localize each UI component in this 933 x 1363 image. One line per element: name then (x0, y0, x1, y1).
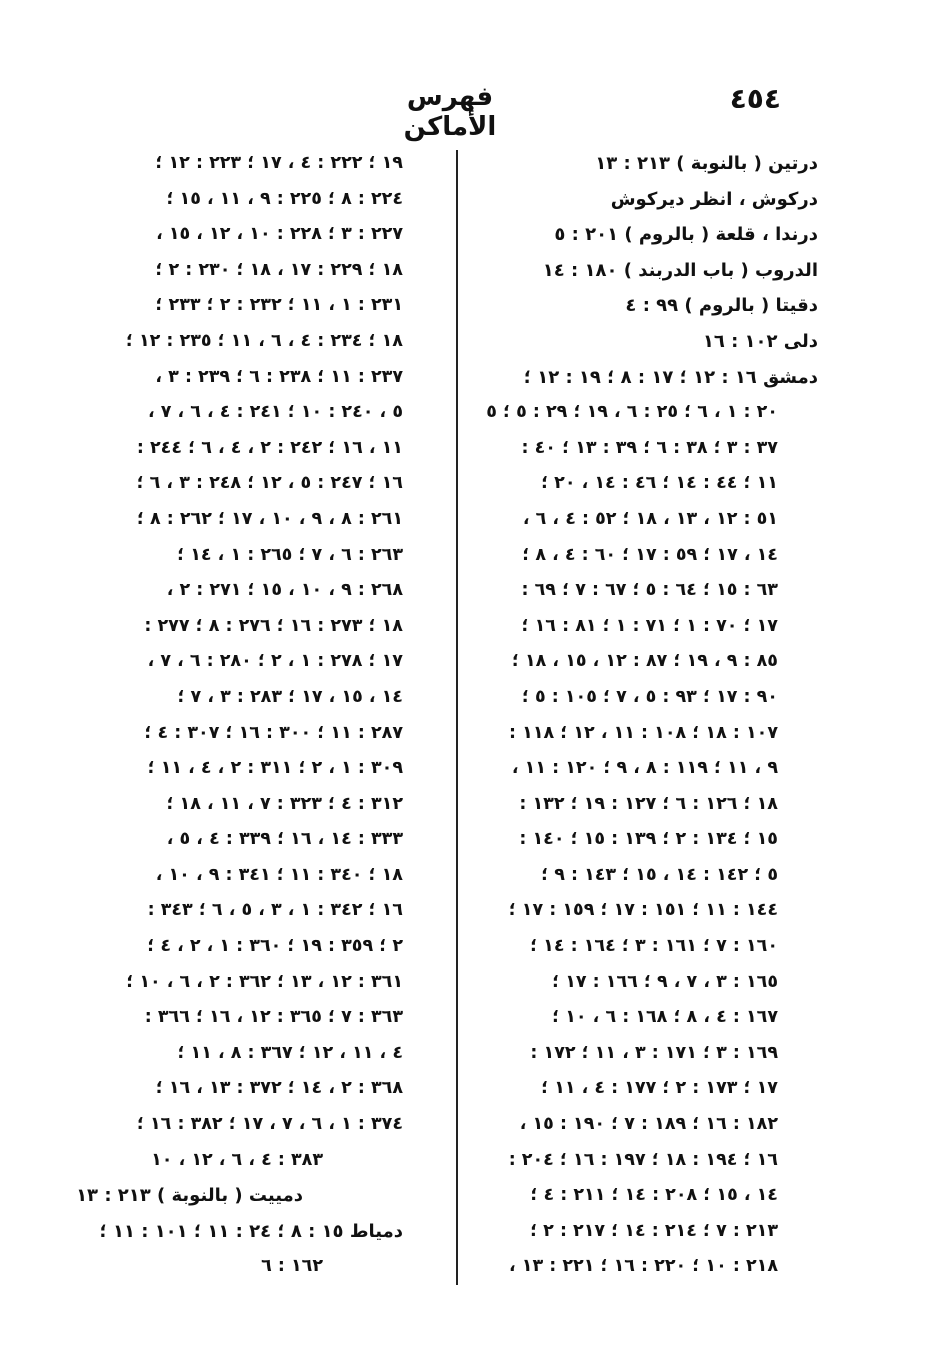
index-line: ١٥ ؛ ١٣٤ : ٢ ؛ ١٣٩ : ١٥ ؛ ١٤٠ : (519, 829, 778, 850)
index-line: دمياط ١٥ : ٨ ؛ ٢٤ : ١١ ؛ ١٠١ : ١١ ؛ (99, 1220, 403, 1242)
index-line: ١٧ ؛ ٢٧٨ : ١ ، ٢ ؛ ٢٨٠ : ٦ ، ٧ ، (147, 651, 403, 672)
index-line: ٢٠ : ١ ، ٦ ؛ ٢٥ : ٦ ، ١٩ ؛ ٢٩ : ٥ ؛ ٥ (486, 402, 778, 423)
index-line: ١٨٢ : ١٦ ؛ ١٨٩ : ٧ ؛ ١٩٠ : ١٥ ، (519, 1114, 778, 1135)
running-title: فهرس الأماكن (403, 82, 497, 142)
index-line: ٢٦٣ : ٦ ، ٧ ؛ ٢٦٥ : ١ ، ١٤ ؛ (177, 544, 403, 565)
index-line: ٢٣٧ : ١١ ؛ ٢٣٨ : ٦ ؛ ٢٣٩ : ٣ ، (155, 366, 403, 387)
index-line: ٥ ؛ ١٤٢ : ١٤ ، ١٥ ؛ ١٤٣ : ٩ ؛ (541, 864, 778, 885)
index-line: دمشق ١٦ : ١٢ ؛ ١٧ : ٨ ؛ ١٩ : ١٢ ؛ (523, 366, 818, 388)
index-line: ٢١٨ : ١٠ ؛ ٢٢٠ : ١٦ ؛ ٢٢١ : ١٣ ، (509, 1256, 778, 1277)
index-line: ١١ ؛ ٤٤ : ١٤ ؛ ٤٦ : ١٤ ، ٢٠ ؛ (541, 473, 778, 494)
index-line: ١٨ ؛ ١٢٦ : ٦ ؛ ١٢٧ : ١٩ ؛ ١٣٢ : (519, 793, 778, 814)
index-line: ٣٦٣ : ٧ ؛ ٣٦٥ : ١٢ ، ١٦ ؛ ٣٦٦ : (144, 1007, 403, 1028)
page-number: ٤٥٤ (729, 82, 781, 115)
index-line: ٣٠٩ : ١ ، ٢ ؛ ٣١١ : ٢ ، ٤ ، ١١ ؛ (147, 758, 403, 779)
index-line: ١١ ، ١٦ ؛ ٢٤٢ : ٢ ، ٤ ، ٦ ؛ ٢٤٤ : (136, 437, 403, 458)
index-line: ١٧ ؛ ١٧٣ : ٢ ؛ ١٧٧ : ٤ ، ١١ ؛ (541, 1078, 778, 1099)
index-line: ٣٦٨ : ٢ ، ١٤ ؛ ٣٧٢ : ١٣ ، ١٦ ؛ (155, 1078, 403, 1099)
index-line: ٣٧ : ٣ ؛ ٣٨ : ٦ ؛ ٣٩ : ١٣ ؛ ٤٠ : (521, 437, 778, 458)
index-line: ٨٥ : ٩ ، ١٩ ؛ ٨٧ : ١٢ ، ١٥ ، ١٨ ؛ (511, 651, 778, 672)
index-line: ٢٨٧ : ١١ ؛ ٣٠٠ : ١٦ ؛ ٣٠٧ : ٤ ؛ (144, 722, 403, 743)
index-line: ١٨ ؛ ٢٣٤ : ٤ ، ٦ ، ١١ ؛ ٢٣٥ : ١٢ ؛ (125, 330, 403, 351)
index-line: دمييت ( بالنوبة ) ٢١٣ : ١٣ (76, 1185, 303, 1207)
index-line: دركوش ، انظر ديركوش (610, 188, 818, 210)
index-line: ٢٣١ : ١ ، ١١ ؛ ٢٣٢ : ٢ ؛ ٢٣٣ ؛ (155, 295, 403, 316)
index-line: ١٦٢ : ٦ (261, 1256, 323, 1277)
index-line: ١٦ ؛ ١٩٤ : ١٨ ؛ ١٩٧ : ١٦ ؛ ٢٠٤ : (508, 1149, 778, 1170)
index-line: درندا ، قلعة ( بالروم ) ٢٠١ : ٥ (554, 224, 818, 246)
index-line: ٣٧٤ : ١ ، ٦ ، ٧ ، ١٧ ؛ ٣٨٢ : ١٦ ؛ (136, 1114, 403, 1135)
index-line: ١٦٩ : ٣ ؛ ١٧١ : ٣ ، ١١ ؛ ١٧٢ : (530, 1042, 778, 1063)
column-divider (456, 150, 458, 1285)
index-line: ٢٢٧ : ٣ ؛ ٢٢٨ : ١٠ ، ١٢ ، ١٥ ، (156, 224, 403, 245)
index-line: ٣٣٣ : ١٤ ، ١٦ ؛ ٣٣٩ : ٤ ، ٥ ، (166, 829, 403, 850)
index-line: ١٨ ؛ ٢٧٣ : ١٦ ؛ ٢٧٦ : ٨ ؛ ٢٧٧ : (144, 615, 403, 636)
index-line: ١٩ ؛ ٢٢٢ : ٤ ، ١٧ ؛ ٢٢٣ : ١٢ ؛ (155, 153, 403, 173)
index-line: ٣٨٣ : ٤ ، ٦ ، ١٢ ، ١٠ (151, 1149, 323, 1170)
index-column-right (468, 146, 818, 1285)
index-line: ٢٢٤ : ٨ ؛ ٢٢٥ : ٩ ، ١١ ، ١٥ ؛ (166, 188, 403, 209)
index-column-left (76, 146, 403, 1285)
index-line: ١٨ ؛ ٣٤٠ : ١١ ؛ ٣٤١ : ٩ ، ١٠ ، (155, 864, 403, 885)
index-line: ١٦٧ : ٤ ، ٨ ؛ ١٦٨ : ٦ ، ١٠ ؛ (552, 1007, 778, 1028)
index-line: ٥ ، ٢٤٠ : ١٠ ؛ ٢٤١ : ٤ ، ٦ ، ٧ ، (147, 402, 403, 423)
index-line: ٤ ، ١١ ، ١٢ ؛ ٣٦٧ : ٨ ، ١١ ؛ (177, 1042, 403, 1063)
index-line: درتين ( بالنوبة ) ٢١٣ : ١٣ (595, 153, 818, 174)
index-line: ٥١ : ١٢ ، ١٣ ، ١٨ ؛ ٥٢ : ٤ ، ٦ ، (522, 508, 778, 529)
index-line: ٢١٣ : ٧ ؛ ٢١٤ : ١٤ ؛ ٢١٧ : ٢ ؛ (530, 1220, 778, 1241)
index-line: ٦٣ : ١٥ ؛ ٦٤ : ٥ ؛ ٦٧ : ٧ ؛ ٦٩ : (521, 580, 778, 601)
index-line: ٩ ، ١١ ؛ ١١٩ : ٨ ، ٩ ؛ ١٢٠ : ١١ ، (511, 758, 778, 779)
index-line: الدروب ( باب الدربند ) ١٨٠ : ١٤ (542, 259, 818, 281)
index-line: ٢٦٨ : ٩ ، ١٠ ، ١٥ ؛ ٢٧١ : ٢ ، (166, 580, 403, 601)
index-line: ٣١٢ : ٤ ؛ ٣٢٣ : ٧ ، ١١ ، ١٨ ؛ (166, 793, 403, 814)
index-line: ١٦٥ : ٣ ، ٧ ، ٩ ؛ ١٦٦ : ١٧ ؛ (552, 971, 778, 992)
index-line: ١٤ ، ١٧ ؛ ٥٩ : ١٧ ؛ ٦٠ : ٤ ، ٨ ؛ (522, 544, 778, 565)
index-line: ١٨ ؛ ٢٢٩ : ١٧ ، ١٨ ؛ ٢٣٠ : ٢ ؛ (155, 259, 403, 280)
index-line: ٩٠ : ١٧ ؛ ٩٣ : ٥ ، ٧ ؛ ١٠٥ : ٥ ؛ (521, 686, 778, 707)
index-line: ١٦٠ : ٧ ؛ ١٦١ : ٣ ؛ ١٦٤ : ١٤ ؛ (530, 936, 778, 957)
index-line: ١٧ ؛ ٧٠ : ١ ؛ ٧١ : ١ ؛ ٨١ : ١٦ ؛ (521, 615, 778, 636)
index-line: دقيتا ( بالروم ) ٩٩ : ٤ (625, 295, 818, 317)
page-header (0, 82, 933, 142)
index-line: ١٦ ؛ ٢٤٧ : ٥ ، ١٢ ؛ ٢٤٨ : ٣ ، ٦ ؛ (136, 473, 403, 494)
index-line: ٢٦١ : ٨ ، ٩ ، ١٠ ، ١٧ ؛ ٢٦٢ : ٨ ؛ (136, 508, 403, 529)
index-line: ١٦ ؛ ٣٤٢ : ١ ، ٣ ، ٥ ، ٦ ؛ ٣٤٣ : (147, 900, 403, 921)
index-line: ١٠٧ : ١٨ ؛ ١٠٨ : ١١ ، ١٢ ؛ ١١٨ : (509, 722, 778, 743)
index-line: ٢ ؛ ٣٥٩ : ١٩ ؛ ٣٦٠ : ١ ، ٢ ، ٤ ؛ (147, 936, 403, 957)
index-line: ١٤ ، ١٥ ، ١٧ ؛ ٢٨٣ : ٣ ، ٧ ؛ (177, 686, 403, 707)
index-line: ٣٦١ : ١٢ ، ١٣ ؛ ٣٦٢ : ٢ ، ٦ ، ١٠ ؛ (126, 971, 403, 992)
index-line: ١٤٤ : ١١ ؛ ١٥١ : ١٧ ؛ ١٥٩ : ١٧ ؛ (508, 900, 778, 921)
index-line: ١٤ ، ١٥ ؛ ٢٠٨ : ١٤ ؛ ٢١١ : ٤ ؛ (530, 1185, 778, 1206)
index-line: دلى ١٠٢ : ١٦ (702, 330, 818, 352)
